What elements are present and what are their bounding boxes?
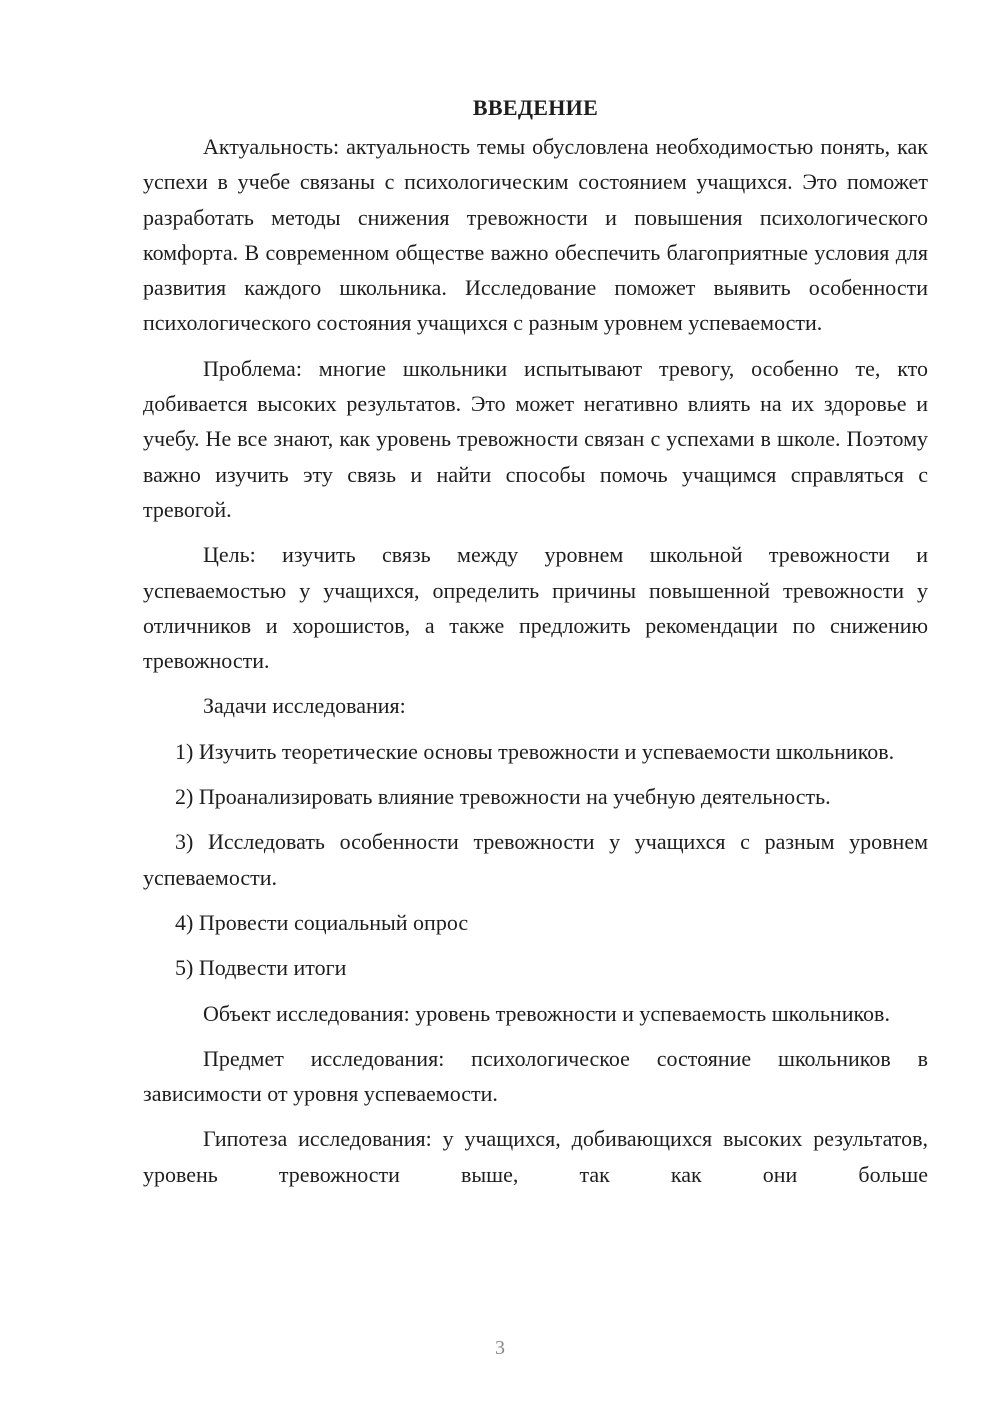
relevance-paragraph: Актуальность: актуальность темы обусловлена необходимостью понять, как успехи в учебе связаны с психологическим состоянием учащихся. Это поможет разработать методы снижения тревожности и повышения психологического комфорта. В современном обществе важно обеспечить благоприятные условия для развития каждого школьника. Исследование поможет выявить особенности психологического состояния учащихся с разным уровнем успеваемости.: [143, 134, 928, 336]
subject-paragraph: Предмет исследования: психологическое состояние школьников в зависимости от уровня успеваемости.: [143, 1045, 928, 1107]
task-item-1: 1) Изучить теоретические основы тревожности и успеваемости школьников.: [175, 738, 895, 764]
hypothesis-paragraph: Гипотеза исследования: у учащихся, добивающихся высоких результатов, уровень тревожности выше, так как они больше: [143, 1126, 928, 1187]
page-content: [143, 90, 928, 1192]
section-title: ВВЕДЕНИЕ: [472, 95, 599, 120]
object-paragraph: Объект исследования: уровень тревожности и успеваемость школьников.: [203, 1000, 890, 1026]
goal-paragraph: Цель: изучить связь между уровнем школьной тревожности и успеваемостью у учащихся, определить причины повышенной тревожности у отличников и хорошистов, а также предложить рекомендации по снижению тревожности.: [143, 542, 928, 674]
task-item-3: 3) Исследовать особенности тревожности у учащихся с разным уровнем успеваемости.: [143, 829, 928, 890]
task-item-4: 4) Провести социальный опрос: [175, 909, 469, 935]
page-number: 3: [495, 1337, 505, 1359]
tasks-heading: Задачи исследования:: [203, 693, 406, 719]
problem-paragraph: Проблема: многие школьники испытывают тревогу, особенно те, кто добивается высоких результатов. Это может негативно влиять на их здоровье и учебу. Не все знают, как уровень тревожности связан с успехами в школе. Поэтому важно изучить эту связь и найти способы помочь учащимся справляться с тревогой.: [143, 355, 928, 522]
task-item-5: 5) Подвести итоги: [175, 955, 347, 981]
task-item-2: 2) Проанализировать влияние тревожности на учебную деятельность.: [175, 784, 831, 810]
